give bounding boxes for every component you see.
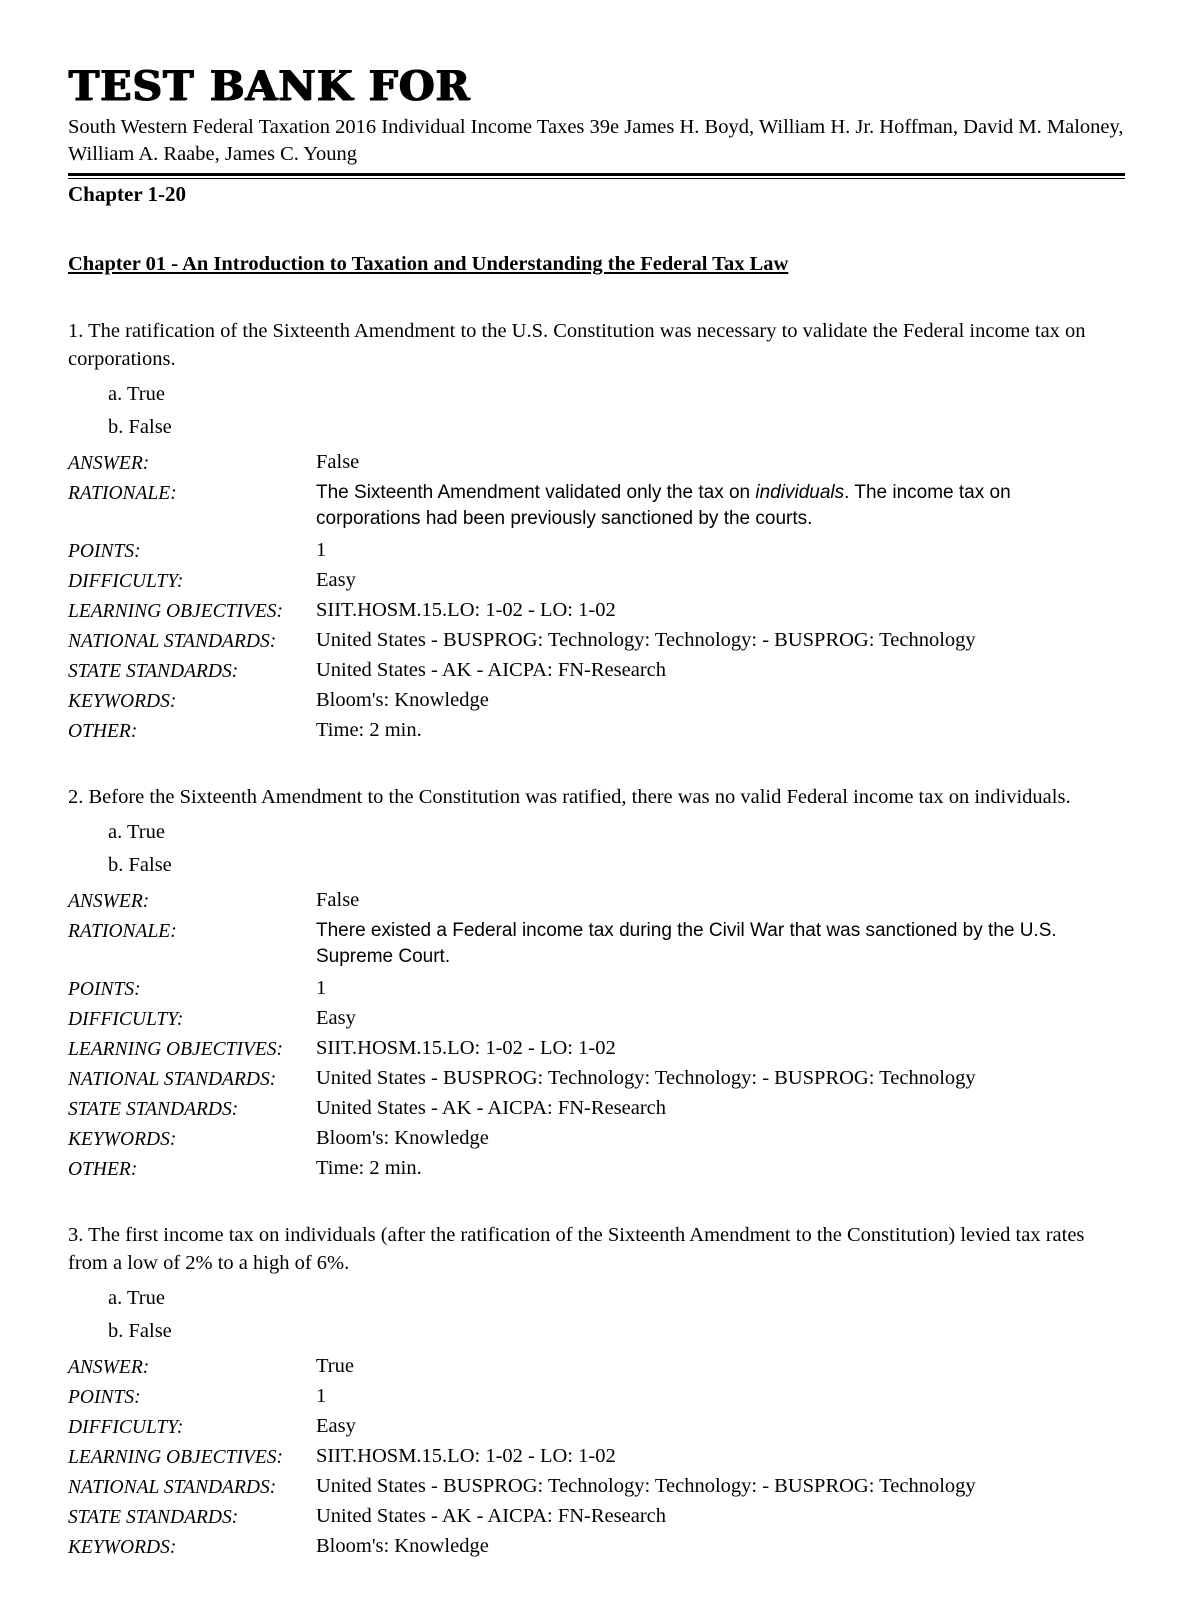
field-row-difficulty <box>68 1416 1125 1438</box>
option-a: a. True <box>108 821 165 843</box>
field-value: Easy <box>316 1415 356 1438</box>
field-value: 1 <box>316 539 327 562</box>
field-value: SIIT.HOSM.15.LO: 1-02 - LO: 1-02 <box>316 599 616 622</box>
field-value: 1 <box>316 1385 327 1408</box>
field-label: NATIONAL STANDARDS: <box>68 1069 277 1091</box>
field-label: NATIONAL STANDARDS: <box>68 1477 277 1499</box>
question-text: 2. Before the Sixteenth Amendment to the Constitution was ratified, there was no valid Federal income tax on individuals. <box>68 786 1071 809</box>
rationale-suffix: . The income tax on corporations had been previously sanctioned by the courts. <box>316 482 1011 530</box>
field-label: STATE STANDARDS: <box>68 1507 239 1529</box>
field-row-other <box>68 720 1125 742</box>
field-label: KEYWORDS: <box>68 1537 177 1559</box>
option-b: b. False <box>108 853 172 876</box>
field-value: 1 <box>316 977 327 1000</box>
question-fields <box>68 452 1125 742</box>
rationale-prefix: The Sixteenth Amendment validated only the tax on <box>316 482 756 504</box>
field-row-rationale <box>68 920 1125 970</box>
chapter-range: Chapter 1-20 <box>68 182 187 207</box>
field-value <box>316 918 1106 970</box>
header-divider <box>68 173 1125 179</box>
field-label: ANSWER: <box>68 453 150 475</box>
field-value: False <box>316 451 360 474</box>
field-label: OTHER: <box>68 1159 138 1181</box>
field-row-other <box>68 1158 1125 1180</box>
field-value: United States - BUSPROG: Technology: Technology: - BUSPROG: Technology <box>316 629 976 652</box>
field-value: SIIT.HOSM.15.LO: 1-02 - LO: 1-02 <box>316 1037 616 1060</box>
field-row-answer <box>68 890 1125 912</box>
field-label: OTHER: <box>68 721 138 743</box>
field-label: DIFFICULTY: <box>68 571 184 593</box>
field-label: LEARNING OBJECTIVES: <box>68 601 284 623</box>
field-value: United States - AK - AICPA: FN-Research <box>316 659 666 682</box>
question-block-1 <box>68 318 1125 742</box>
field-row-difficulty <box>68 570 1125 592</box>
book-subtitle: South Western Federal Taxation 2016 Individual Income Taxes 39e James H. Boyd, William H. Jr. Hoffman, David M. Maloney, William A. Raabe, James C. Young <box>68 116 1124 166</box>
field-value: United States - AK - AICPA: FN-Research <box>316 1505 666 1528</box>
field-label: DIFFICULTY: <box>68 1009 184 1031</box>
field-value <box>316 480 1106 532</box>
field-value: United States - BUSPROG: Technology: Technology: - BUSPROG: Technology <box>316 1475 976 1498</box>
field-value: Bloom's: Knowledge <box>316 689 489 712</box>
option-b: b. False <box>108 1319 172 1342</box>
field-row-keywords <box>68 1536 1125 1558</box>
field-label: POINTS: <box>68 541 141 563</box>
field-label: LEARNING OBJECTIVES: <box>68 1447 284 1469</box>
question-text: 3. The first income tax on individuals (after the ratification of the Sixteenth Amendment to the Constitution) levied tax rates from a low of 2% to a high of 6%. <box>68 1224 1085 1275</box>
field-row-learning-objectives <box>68 1446 1125 1468</box>
field-label: KEYWORDS: <box>68 1129 177 1151</box>
rationale-prefix: There existed a Federal income tax during the Civil War that was sanctioned by the U.S. Supreme Court. <box>316 920 1057 968</box>
field-value: Bloom's: Knowledge <box>316 1535 489 1558</box>
question-fields <box>68 890 1125 1180</box>
field-row-learning-objectives <box>68 1038 1125 1060</box>
field-row-national-standards <box>68 1476 1125 1498</box>
field-label: STATE STANDARDS: <box>68 1099 239 1121</box>
field-label: NATIONAL STANDARDS: <box>68 631 277 653</box>
question-fields <box>68 1356 1125 1558</box>
field-value: United States - AK - AICPA: FN-Research <box>316 1097 666 1120</box>
field-row-state-standards <box>68 660 1125 682</box>
field-value: SIIT.HOSM.15.LO: 1-02 - LO: 1-02 <box>316 1445 616 1468</box>
field-label: RATIONALE: <box>68 921 177 943</box>
page-title: TEST BANK FOR <box>68 62 470 110</box>
option-a: a. True <box>108 1286 165 1309</box>
field-value: Easy <box>316 1007 356 1030</box>
field-label: RATIONALE: <box>68 483 177 505</box>
field-value: Time: 2 min. <box>316 1157 422 1180</box>
field-row-keywords <box>68 1128 1125 1150</box>
field-value: True <box>316 1355 354 1378</box>
option-b: b. False <box>108 415 172 438</box>
field-label: ANSWER: <box>68 1357 150 1379</box>
field-label: ANSWER: <box>68 891 150 913</box>
field-row-learning-objectives <box>68 600 1125 622</box>
field-row-state-standards <box>68 1098 1125 1120</box>
field-label: KEYWORDS: <box>68 691 177 713</box>
field-row-state-standards <box>68 1506 1125 1528</box>
field-row-rationale <box>68 482 1125 532</box>
field-label: LEARNING OBJECTIVES: <box>68 1039 284 1061</box>
field-row-points <box>68 1386 1125 1408</box>
field-row-difficulty <box>68 1008 1125 1030</box>
question-block-2 <box>68 784 1125 1180</box>
field-label: STATE STANDARDS: <box>68 661 239 683</box>
option-a: a. True <box>108 382 165 405</box>
field-value: False <box>316 889 360 912</box>
field-value: United States - BUSPROG: Technology: Technology: - BUSPROG: Technology <box>316 1067 976 1090</box>
field-row-points <box>68 540 1125 562</box>
question-text: 1. The ratification of the Sixteenth Amendment to the U.S. Constitution was necessary to validate the Federal income tax on corporations. <box>68 320 1086 371</box>
field-row-answer <box>68 1356 1125 1378</box>
field-row-national-standards <box>68 1068 1125 1090</box>
field-row-keywords <box>68 690 1125 712</box>
field-label: POINTS: <box>68 1387 141 1409</box>
field-row-national-standards <box>68 630 1125 652</box>
field-label: POINTS: <box>68 979 141 1001</box>
field-value: Easy <box>316 569 356 592</box>
field-row-points <box>68 978 1125 1000</box>
field-label: DIFFICULTY: <box>68 1417 184 1439</box>
field-row-answer <box>68 452 1125 474</box>
section-heading: Chapter 01 - An Introduction to Taxation and Understanding the Federal Tax Law <box>68 253 789 276</box>
field-value: Time: 2 min. <box>316 719 422 742</box>
field-value: Bloom's: Knowledge <box>316 1127 489 1150</box>
rationale-italic: individuals <box>755 482 845 504</box>
question-block-3 <box>68 1222 1125 1558</box>
